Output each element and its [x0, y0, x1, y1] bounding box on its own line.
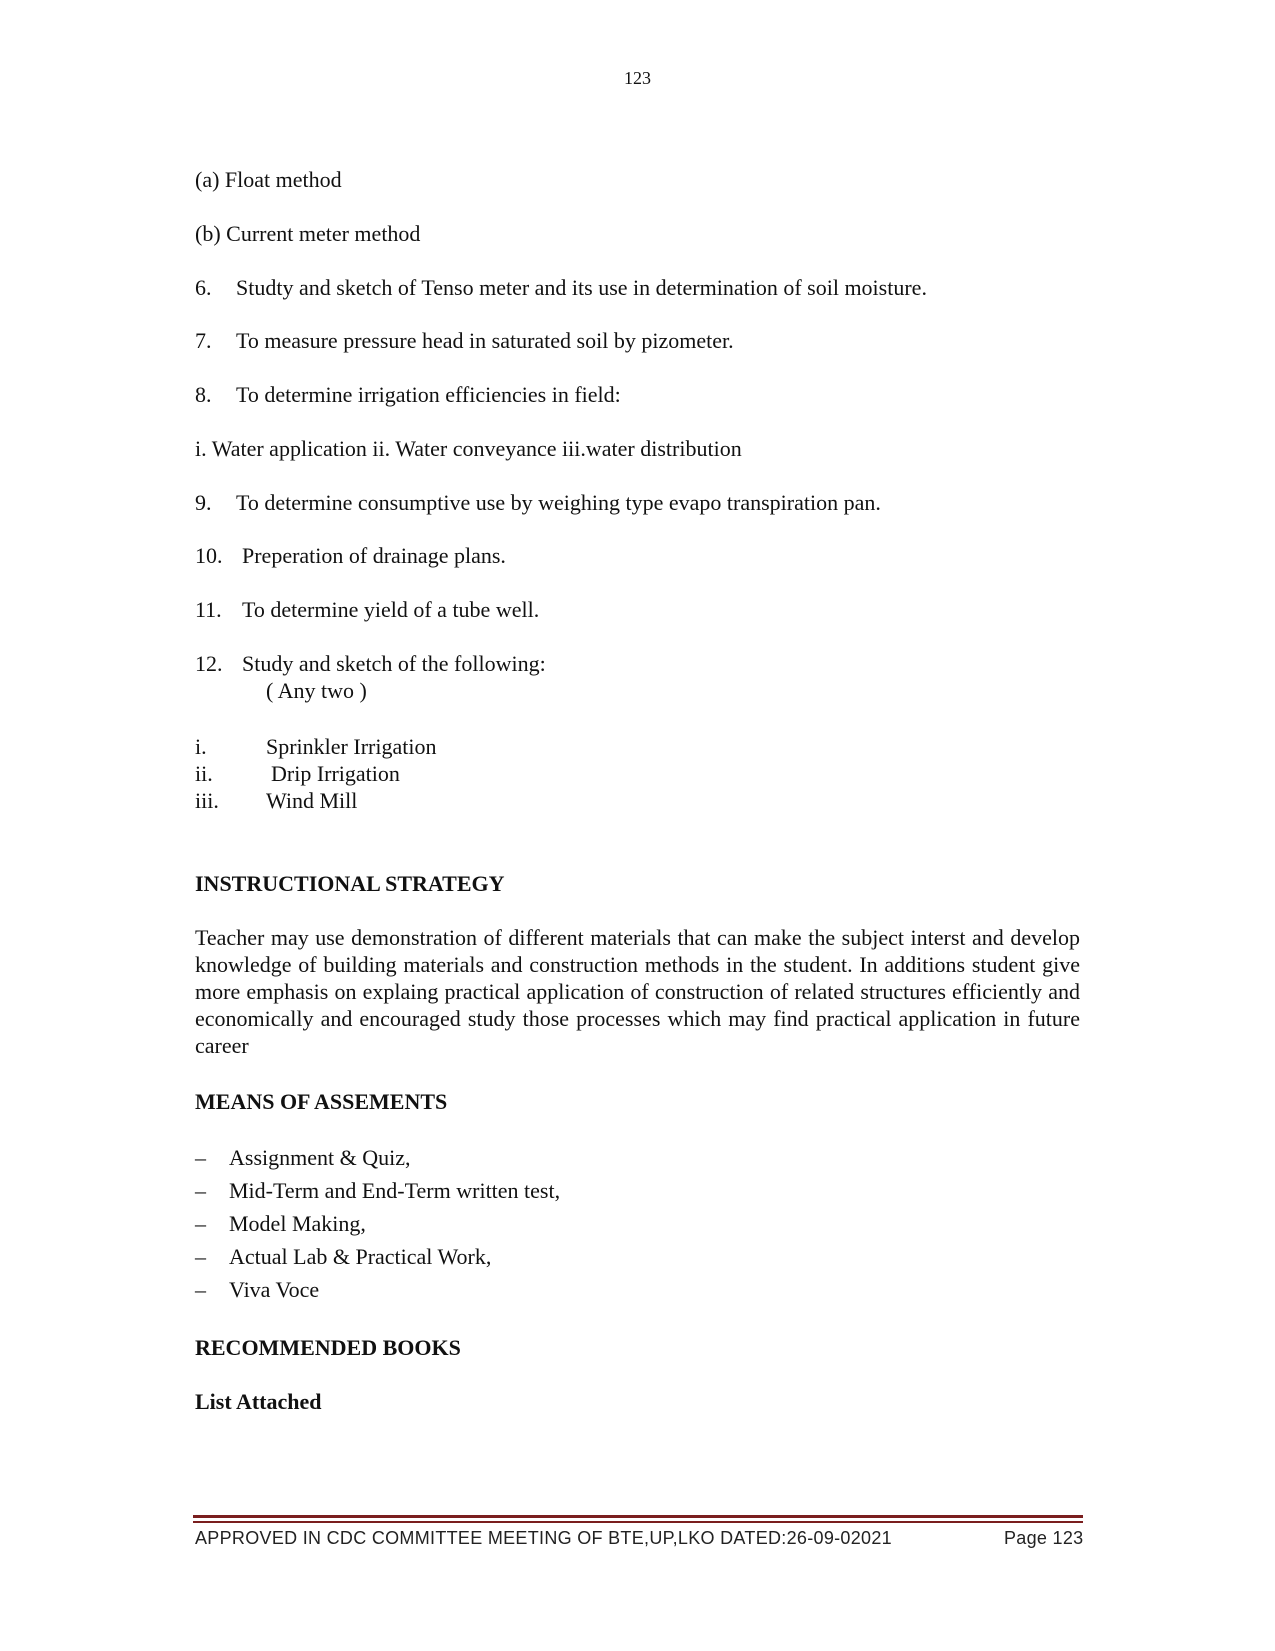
list-attached-note: List Attached: [195, 1389, 322, 1414]
item-10: Preperation of drainage plans.: [242, 543, 506, 568]
footer-divider: [193, 1515, 1083, 1518]
item-9-number: 9.: [195, 490, 212, 515]
bullet-dash: –: [195, 1211, 206, 1236]
bullet-dash: –: [195, 1277, 206, 1302]
sub-item-sprinkler: Sprinkler Irrigation: [266, 734, 437, 759]
assessment-item: [195, 1211, 366, 1237]
item-7: To measure pressure head in saturated soil by pizometer.: [236, 328, 734, 353]
item-9: To determine consumptive use by weighing type evapo transpiration pan.: [236, 490, 881, 515]
page-number: 123: [624, 68, 651, 88]
item-10-number: 10.: [195, 543, 223, 568]
bullet-dash: –: [195, 1244, 206, 1269]
item-6-number: 6.: [195, 275, 212, 300]
assessment-label: Mid-Term and End-Term written test,: [229, 1178, 561, 1203]
item-7-number: 7.: [195, 328, 212, 353]
bullet-dash: –: [195, 1178, 206, 1203]
assessment-item: [195, 1244, 491, 1270]
item-8-sublist: i. Water application ii. Water conveyance iii.water distribution: [195, 436, 742, 461]
item-b: (b) Current meter method: [195, 221, 421, 246]
assessment-label: Assignment & Quiz,: [229, 1145, 411, 1170]
recommended-books-heading: RECOMMENDED BOOKS: [195, 1335, 461, 1360]
instructional-strategy-heading: INSTRUCTIONAL STRATEGY: [195, 871, 505, 896]
item-12: Study and sketch of the following:: [242, 651, 546, 676]
item-8-number: 8.: [195, 382, 212, 407]
footer-divider: [193, 1521, 1083, 1523]
assessment-label: Actual Lab & Practical Work,: [229, 1244, 492, 1269]
item-12-number: 12.: [195, 651, 223, 676]
assessment-label: Model Making,: [229, 1211, 366, 1236]
sub-item-wind-mill: Wind Mill: [266, 788, 358, 813]
item-a: (a) Float method: [195, 167, 342, 192]
assessment-item: [195, 1178, 560, 1204]
item-11: To determine yield of a tube well.: [242, 597, 540, 622]
sub-item-number: ii.: [195, 761, 213, 786]
bullet-dash: –: [195, 1145, 206, 1170]
item-8: To determine irrigation efficiencies in field:: [236, 382, 621, 407]
sub-item-drip: Drip Irrigation: [271, 761, 400, 786]
item-12-note: ( Any two ): [266, 678, 367, 703]
instructional-strategy-text: Teacher may use demonstration of different materials that can make the subject interst and develop knowledge of building materials and construction methods in the student. In additions student give more emphasis on explaing practical application of construction of related structures efficiently and economically and encouraged study those processes which may find practical application in future career: [195, 925, 1080, 1058]
assessment-item: [195, 1277, 319, 1303]
sub-item-number: iii.: [195, 788, 219, 813]
footer-approval: APPROVED IN CDC COMMITTEE MEETING OF BTE,UP,LKO DATED:26-09-02021: [195, 1528, 892, 1548]
footer-page-label: Page 123: [1004, 1528, 1084, 1548]
assessments-heading: MEANS OF ASSEMENTS: [195, 1089, 448, 1114]
item-6: Studty and sketch of Tenso meter and its use in determination of soil moisture.: [236, 275, 927, 300]
assessment-item: [195, 1145, 411, 1171]
assessment-label: Viva Voce: [229, 1277, 320, 1302]
item-11-number: 11.: [195, 597, 222, 622]
sub-item-number: i.: [195, 734, 207, 759]
